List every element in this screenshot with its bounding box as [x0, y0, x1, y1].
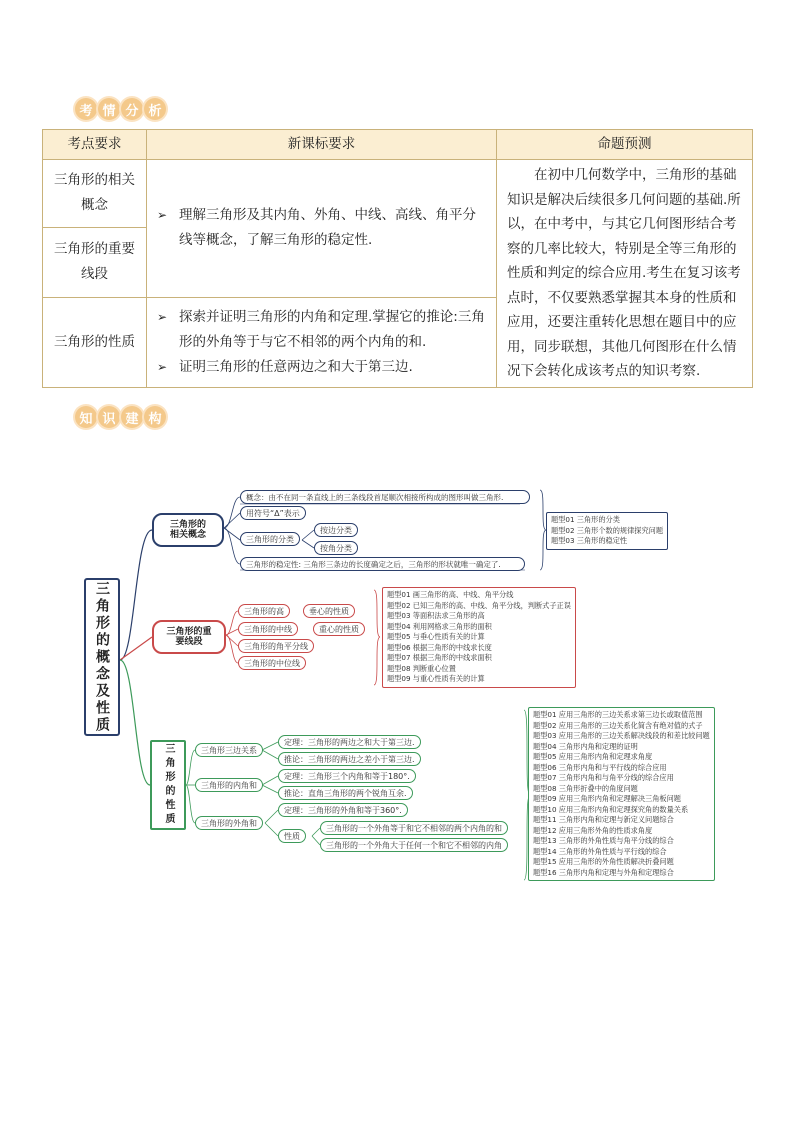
triangle-symbol: 用符号“Δ”表示 [240, 506, 306, 520]
question-type: 题型05 与垂心性质有关的计算 [387, 632, 485, 641]
branch3-question-types [528, 707, 715, 881]
topic-cell: 三角形的重要线段 [43, 227, 147, 297]
question-type: 题型13 三角形的外角性质与角平分线的综合 [533, 836, 674, 845]
badge-char: 情 [98, 98, 120, 120]
badge-char: 分 [121, 98, 143, 120]
table-header: 命题预测 [497, 130, 753, 160]
question-type: 题型09 与重心性质有关的计算 [387, 674, 485, 683]
badge-char: 识 [98, 406, 120, 428]
question-type: 题型07 根据三角形的中线求面积 [387, 653, 492, 662]
requirement-text: 理解三角形及其内角、外角、中线、高线、角平分线等概念，了解三角形的稳定性. [179, 207, 476, 249]
arrow-bullet-icon: ➢ [157, 208, 168, 223]
question-type: 题型10 应用三角形内角和定理探究角的数量关系 [533, 804, 689, 814]
exterior-property: 性质 [278, 829, 306, 843]
topic-cell: 三角形的相关概念 [43, 160, 147, 228]
branch-important-segments: 三角形的重要线段 [152, 620, 226, 654]
interior-angle-sum: 三角形的内角和 [195, 778, 263, 792]
question-type: 题型01 画三角形的高、中线、角平分线 [387, 590, 514, 599]
prediction-cell: 在初中几何数学中，三角形的基础知识是解决后续很多几何问题的基础.所以，在中考中，与其它几何图形结合考察的几率比较大，特别是全等三角形的性质和判定的综合应用.考生在复习该考点时，不仅要熟悉掌握其本身的性质和应用，还要注重转化思想在题目中的应用，同步联想，其他几何图形在什么情况下会转化成该考点的知识考察. [497, 160, 753, 388]
root-title: 三角形的概念及性质 [94, 580, 110, 734]
side-relation: 三角形三边关系 [195, 743, 263, 757]
segment-midline: 三角形的中位线 [238, 656, 306, 670]
question-type: 题型08 判断重心位置 [387, 663, 456, 673]
interior-theorem: 定理：三角形三个内角和等于180°. [278, 769, 416, 783]
requirement-text: 证明三角形的任意两边之和大于第三边. [179, 358, 413, 375]
classification: 三角形的分类 [240, 532, 300, 546]
classify-by-angle: 按角分类 [314, 541, 358, 555]
question-type: 题型03 应用三角形的三边关系解决线段的和差比较问题 [533, 731, 710, 740]
branch1-question-types [546, 512, 668, 550]
centroid-property: 重心的性质 [313, 622, 365, 636]
badge-char: 构 [144, 406, 166, 428]
interior-corollary: 推论：直角三角形的两个锐角互余. [278, 786, 413, 800]
topic-cell: 三角形的性质 [43, 297, 147, 387]
question-type: 题型02 应用三角形的三边关系化简含有绝对值的式子 [533, 720, 703, 730]
table-header: 考点要求 [43, 130, 147, 160]
question-type: 题型06 根据三角形的中线求长度 [387, 642, 492, 652]
arrow-bullet-icon: ➢ [157, 309, 168, 324]
branch3-title: 三角形的性质 [163, 743, 174, 827]
question-type: 题型09 应用三角形内角和定理解决三角板问题 [533, 794, 681, 803]
branch2-question-types [382, 587, 576, 688]
arrow-bullet-icon: ➢ [157, 359, 168, 374]
question-type: 题型15 应用三角形的外角性质解决折叠问题 [533, 857, 674, 866]
stability-statement: 三角形的稳定性: 三角形三条边的长度确定之后，三角形的形状就唯一确定了. [240, 557, 525, 571]
badge-char: 知 [75, 406, 97, 428]
exterior-property-2: 三角形的一个外角大于任何一个和它不相邻的内角 [320, 838, 508, 852]
question-type: 题型03 等面积法求三角形的高 [387, 611, 485, 620]
question-type: 题型11 三角形内角和定理与新定义问题综合 [533, 815, 674, 824]
badge-char: 析 [144, 98, 166, 120]
question-type: 题型01 三角形的分类 [551, 515, 620, 524]
question-type: 题型14 三角形的外角性质与平行线的综合 [533, 846, 667, 856]
segment-height: 三角形的高 [238, 604, 290, 618]
question-type: 题型08 三角形折叠中的角度问题 [533, 783, 638, 793]
question-type: 题型04 三角形内角和定理的证明 [533, 741, 638, 751]
question-type: 题型07 三角形内角和与角平分线的综合应用 [533, 773, 674, 782]
mindmap-root [84, 578, 120, 736]
concept-definition: 概念：由不在同一条直线上的三条线段首尾顺次相接所构成的图形叫做三角形. [240, 490, 530, 504]
branch-concepts: 三角形的相关概念 [152, 513, 224, 547]
question-type: 题型04 利用网格求三角形的面积 [387, 621, 492, 631]
question-type: 题型12 应用三角形外角的性质求角度 [533, 825, 653, 835]
orthocenter-property: 垂心的性质 [303, 604, 355, 618]
requirement-text: 探索并证明三角形的内角和定理.掌握它的推论:三角形的外角等于与它不相邻的两个内角的和. [179, 308, 485, 350]
exterior-property-1: 三角形的一个外角等于和它不相邻的两个内角的和 [320, 821, 508, 835]
table-header: 新课标要求 [147, 130, 497, 160]
exterior-angle-sum: 三角形的外角和 [195, 816, 263, 830]
question-type: 题型03 三角形的稳定性 [551, 536, 628, 545]
branch-properties [150, 740, 186, 830]
classify-by-side: 按边分类 [314, 523, 358, 537]
badge-char: 建 [121, 406, 143, 428]
exterior-theorem: 定理：三角形的外角和等于360°. [278, 803, 408, 817]
side-corollary: 推论：三角形的两边之差小于第三边. [278, 752, 421, 766]
segment-bisector: 三角形的角平分线 [238, 639, 314, 653]
question-type: 题型06 三角形内角和与平行线的综合应用 [533, 762, 667, 772]
side-theorem: 定理：三角形的两边之和大于第三边. [278, 735, 421, 749]
question-type: 题型02 三角形个数的规律探究问题 [551, 525, 664, 535]
question-type: 题型02 已知三角形的高、中线、角平分线，判断式子正误 [387, 600, 571, 610]
segment-median: 三角形的中线 [238, 622, 298, 636]
question-type: 题型05 应用三角形内角和定理求角度 [533, 752, 653, 761]
badge-char: 考 [75, 98, 97, 120]
question-type: 题型01 应用三角形的三边关系求第三边长或取值范围 [533, 710, 703, 719]
question-type: 题型16 三角形内角和定理与外角和定理综合 [533, 867, 674, 877]
